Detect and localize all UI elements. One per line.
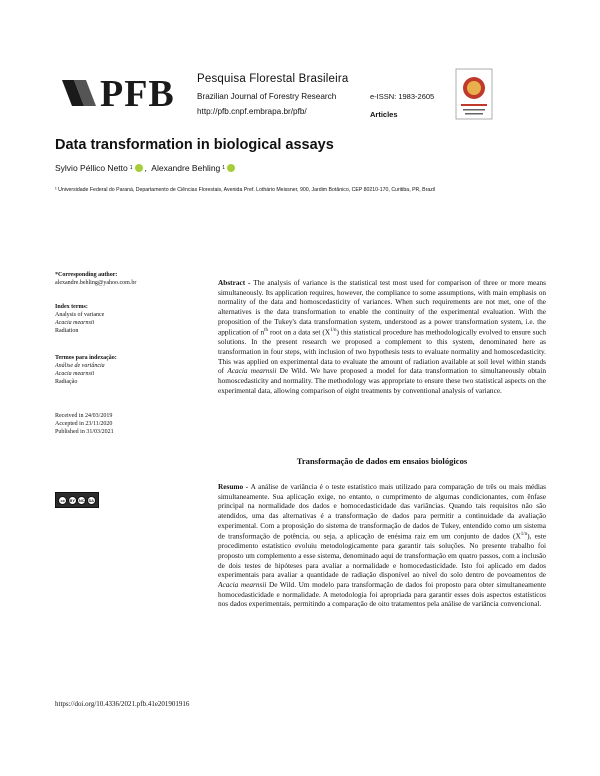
corresponding-label: *Corresponding author: <box>55 272 118 278</box>
eissn: e-ISSN: 1983-2605 <box>370 92 435 101</box>
termo: Radiação <box>55 379 78 385</box>
dates-block <box>55 412 185 436</box>
article-title: Data transformation in biological assays <box>55 137 334 153</box>
orcid-icon[interactable] <box>227 164 235 172</box>
corresponding-email[interactable]: alexandre.behling@yahoo.com.br <box>55 280 137 286</box>
index-term: Analysis of variance <box>55 312 105 318</box>
published-date: Published in 31/03/2021 <box>55 429 114 435</box>
affiliation: ¹ Universidade Federal do Paraná, Departamento de Ciências Florestais, Avenida Pref. Lothário Meissner, 900, Jardim Botânico, CEP 80210-170, Curitiba, PR, Brazil <box>55 187 436 193</box>
received-date: Received in 24/03/2019 <box>55 413 113 419</box>
resumo-label: Resumo - <box>218 482 251 491</box>
abstract <box>218 278 546 395</box>
index-terms-label: Index terms: <box>55 304 88 310</box>
portuguese-title: Transformação de dados em ensaios biológicos <box>296 456 468 466</box>
orcid-icon[interactable] <box>135 164 143 172</box>
journal-url[interactable]: http://pfb.cnpf.embrapa.br/pfb/ <box>197 107 307 116</box>
resumo-text: ), este procedimento estatístico evoluiu metodologicamente para garantir tais soluções. No presente trabalho foi proposto um complemento a esse sistema, denominado aqui de transformação em quatro passos, com a inclusão de dois testes de hipóteses para avaliar a normalidade e homocedasticidade. Isto foi aplicado em dados experimentais para avaliar a quantidade de radiação disponível ao nível do solo dentro de povoamentos de <box>218 531 546 580</box>
species-name: Acacia mearnsii <box>227 366 277 376</box>
logo-text: PFB <box>100 73 175 114</box>
doi-link[interactable]: https://doi.org/10.4336/2021.pfb.41e201901916 <box>55 700 190 708</box>
sa-icon: SA <box>88 497 95 503</box>
species-name: Acacia mearnsii <box>218 579 267 589</box>
author-name: Sylvio Péllico Netto <box>55 163 128 173</box>
section-label: Articles <box>370 110 398 119</box>
index-term: Acacia mearnsii <box>55 320 95 326</box>
nc-icon: NC <box>78 497 85 503</box>
abstract-label: Abstract - <box>218 278 254 287</box>
abstract-text: The analysis of variance is the statistical test most used for comparison of three or more means simultaneously. Its application requires, however, the compliance to some assumptions, with main emphasis on normality of the data and homoscedasticity of variances. When such requirements are not met, one of the alternatives is the data transformation to enable the continuity of the experimental evaluation. With the proposition of the Tukey's data transformation system, understood as a power transformation system, i.e. the application of n <box>218 278 547 337</box>
sup-th: th <box>264 328 268 334</box>
author-name: Alexandre Behling <box>151 163 221 173</box>
index-terms-block <box>55 303 185 335</box>
corresponding-block <box>55 271 185 287</box>
resumo-text: De Wild. Um modelo para transformação de dados foi proposto para obter simultaneamente homocedasticidade e normalidade. A metodologia foi apropriada para garantir esses dois aspectos estatísticos nos dados experimentais, permitindo a comparação de oito tratamentos pela análise de variância convencional. <box>218 579 546 609</box>
termos-label: Termos para indexação: <box>55 355 117 361</box>
accepted-date: Accepted in 23/11/2020 <box>55 421 113 427</box>
authors <box>55 163 235 173</box>
author-sup: 1 <box>222 165 226 171</box>
author-sup: 1 <box>129 165 133 171</box>
journal-subtitle: Brazilian Journal of Forestry Research <box>197 92 337 101</box>
author-separator: , <box>144 163 150 173</box>
termos-block <box>55 354 185 386</box>
abstract-text: De Wild. We have proposed a model for data transformation to simultaneously obtain homoscedasticity and normality. The methodology was appropriate to ensure these two statistical aspects on the experimental data, allowing comparison of eight treatments by conventional analysis of variance. <box>218 366 546 395</box>
pfb-logo <box>60 72 180 114</box>
termo: Análise de variância <box>55 363 105 369</box>
resumo <box>218 482 546 609</box>
embrapa-seal-icon <box>455 68 493 120</box>
termo: Acacia mearnsii <box>55 371 95 377</box>
abstract-text: ) this statistical procedure has methodologically evolved to ensure such solutions. In the present research we proposed a complement to this system, denominated here as transformation in four steps, with inclusion of two hypothesis tests to evaluate normality and homoscedasticity. This was applied on experimental data to evaluate the amount of radiation available at soil level within stands of <box>218 327 547 376</box>
index-term: Radiation <box>55 328 79 334</box>
cc-icon: cc <box>58 496 67 505</box>
resumo-text: A análise de variância é o teste estatístico mais utilizado para comparação de três ou mais médias simultaneamente. Sua aplicação exige, no entanto, o cumprimento de algumas condicionantes, com ênfase principal na normalidade dos dados e homocedasticidade das variâncias. Quando tais requisitos não são atendidos, uma das alternativas é a transformação de dados para permitir a continuidade da avaliação experimental. Com a proposição do sistema de transformação de dados de Tukey, entendido como um sistema de transformação de potência, ou seja, a aplicação de enésima raiz em um conjunto de dados (X <box>218 482 546 541</box>
cc-license-badge[interactable] <box>55 492 99 508</box>
abstract-text: root on a data set (X <box>268 327 331 337</box>
by-icon: BY <box>69 497 76 503</box>
sup-1n: 1/n <box>520 532 528 538</box>
journal-title: Pesquisa Florestal Brasileira <box>197 73 349 85</box>
sup-1n: 1/n <box>330 328 337 334</box>
